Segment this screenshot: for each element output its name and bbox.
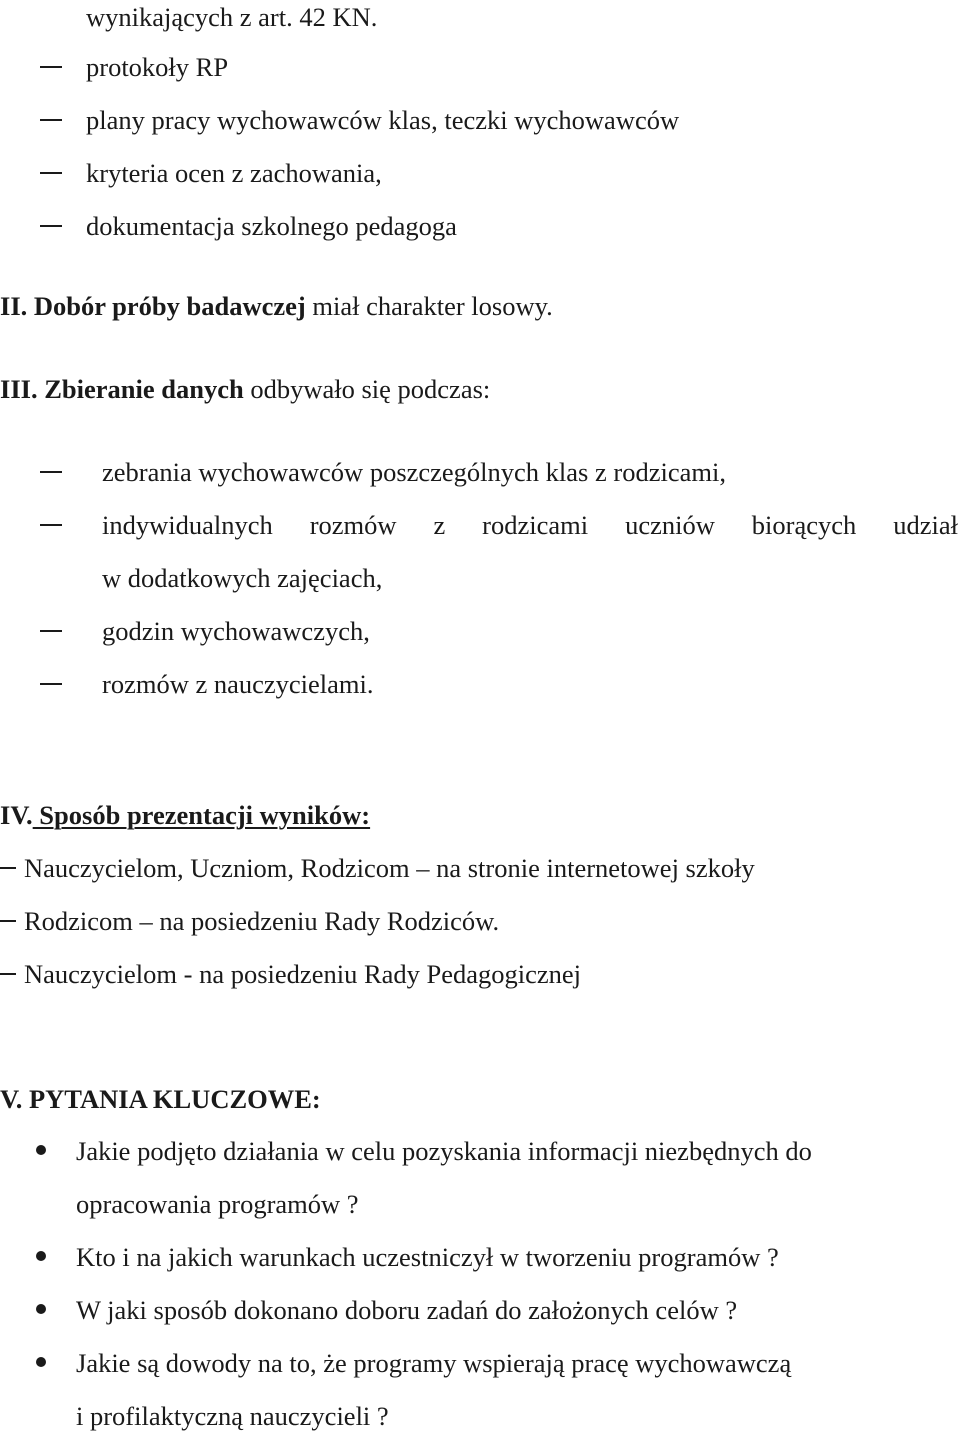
dash-bullet bbox=[40, 119, 62, 121]
bullet-dot bbox=[36, 1251, 46, 1261]
section-2-numeral: II. bbox=[0, 291, 28, 321]
word: uczniów bbox=[625, 510, 715, 540]
question-item: Jakie podjęto działania w celu pozyskania informacji niezbędnych do bbox=[76, 1136, 812, 1166]
list-item: Rodzicom – na posiedzeniu Rady Rodziców. bbox=[24, 906, 500, 936]
section-2-heading: Dobór próby badawczej bbox=[33, 291, 306, 321]
list-item: plany pracy wychowawców klas, teczki wychowawców bbox=[86, 105, 680, 135]
list-item: zebrania wychowawców poszczególnych klas z rodzicami, bbox=[102, 457, 726, 487]
bullet-dot bbox=[36, 1357, 46, 1367]
question-item: W jaki sposób dokonano doboru zadań do założonych celów ? bbox=[76, 1295, 738, 1325]
section-4-numeral: IV. bbox=[0, 800, 33, 830]
list-item: protokoły RP bbox=[86, 52, 229, 82]
question-item: Jakie są dowody na to, że programy wspierają pracę wychowawczą bbox=[76, 1348, 792, 1378]
section-3-heading: Zbieranie danych bbox=[44, 374, 244, 404]
list-item-continuation: w dodatkowych zajęciach, bbox=[102, 563, 383, 593]
list-item: kryteria ocen z zachowania, bbox=[86, 158, 382, 188]
dash-bullet bbox=[0, 867, 16, 869]
dash-bullet bbox=[40, 524, 62, 526]
dash-bullet bbox=[40, 66, 62, 68]
dash-bullet bbox=[0, 920, 16, 922]
dash-bullet bbox=[40, 630, 62, 632]
dash-bullet bbox=[40, 172, 62, 174]
word: rodzicami bbox=[482, 510, 589, 540]
bullet-dot bbox=[36, 1145, 46, 1155]
word: biorących bbox=[751, 510, 857, 540]
list-item: godzin wychowawczych, bbox=[102, 616, 370, 646]
section-4-line bbox=[0, 802, 370, 829]
bullet-dot bbox=[36, 1304, 46, 1314]
question-continuation: i profilaktyczną nauczycieli ? bbox=[76, 1401, 389, 1431]
word: indywidualnych bbox=[102, 510, 273, 540]
list-item: Nauczycielom, Uczniom, Rodzicom – na stronie internetowej szkoły bbox=[24, 853, 755, 883]
list-item: rozmów z nauczycielami. bbox=[102, 669, 374, 699]
section-5-line bbox=[0, 1086, 321, 1113]
continuation-line: wynikających z art. 42 KN. bbox=[86, 2, 378, 32]
section-3-line bbox=[0, 376, 490, 403]
section-3-text: odbywało się podczas: bbox=[250, 374, 491, 404]
question-item: Kto i na jakich warunkach uczestniczył w tworzeniu programów ? bbox=[76, 1242, 779, 1272]
word: udział bbox=[893, 510, 958, 540]
list-item: dokumentacja szkolnego pedagoga bbox=[86, 211, 457, 241]
dash-bullet bbox=[40, 225, 62, 227]
section-2-line bbox=[0, 293, 553, 320]
list-item-justified bbox=[102, 512, 958, 539]
dash-bullet bbox=[0, 973, 16, 975]
section-4-heading: Sposób prezentacji wyników: bbox=[32, 800, 371, 830]
section-3-numeral: III. bbox=[0, 374, 38, 404]
dash-bullet bbox=[40, 471, 62, 473]
question-continuation: opracowania programów ? bbox=[76, 1189, 359, 1219]
word: z bbox=[433, 510, 446, 540]
section-5-heading: V. PYTANIA KLUCZOWE: bbox=[0, 1084, 321, 1114]
list-item: Nauczycielom - na posiedzeniu Rady Pedagogicznej bbox=[24, 959, 582, 989]
word: rozmów bbox=[309, 510, 397, 540]
section-2-text: miał charakter losowy. bbox=[312, 291, 553, 321]
dash-bullet bbox=[40, 683, 62, 685]
